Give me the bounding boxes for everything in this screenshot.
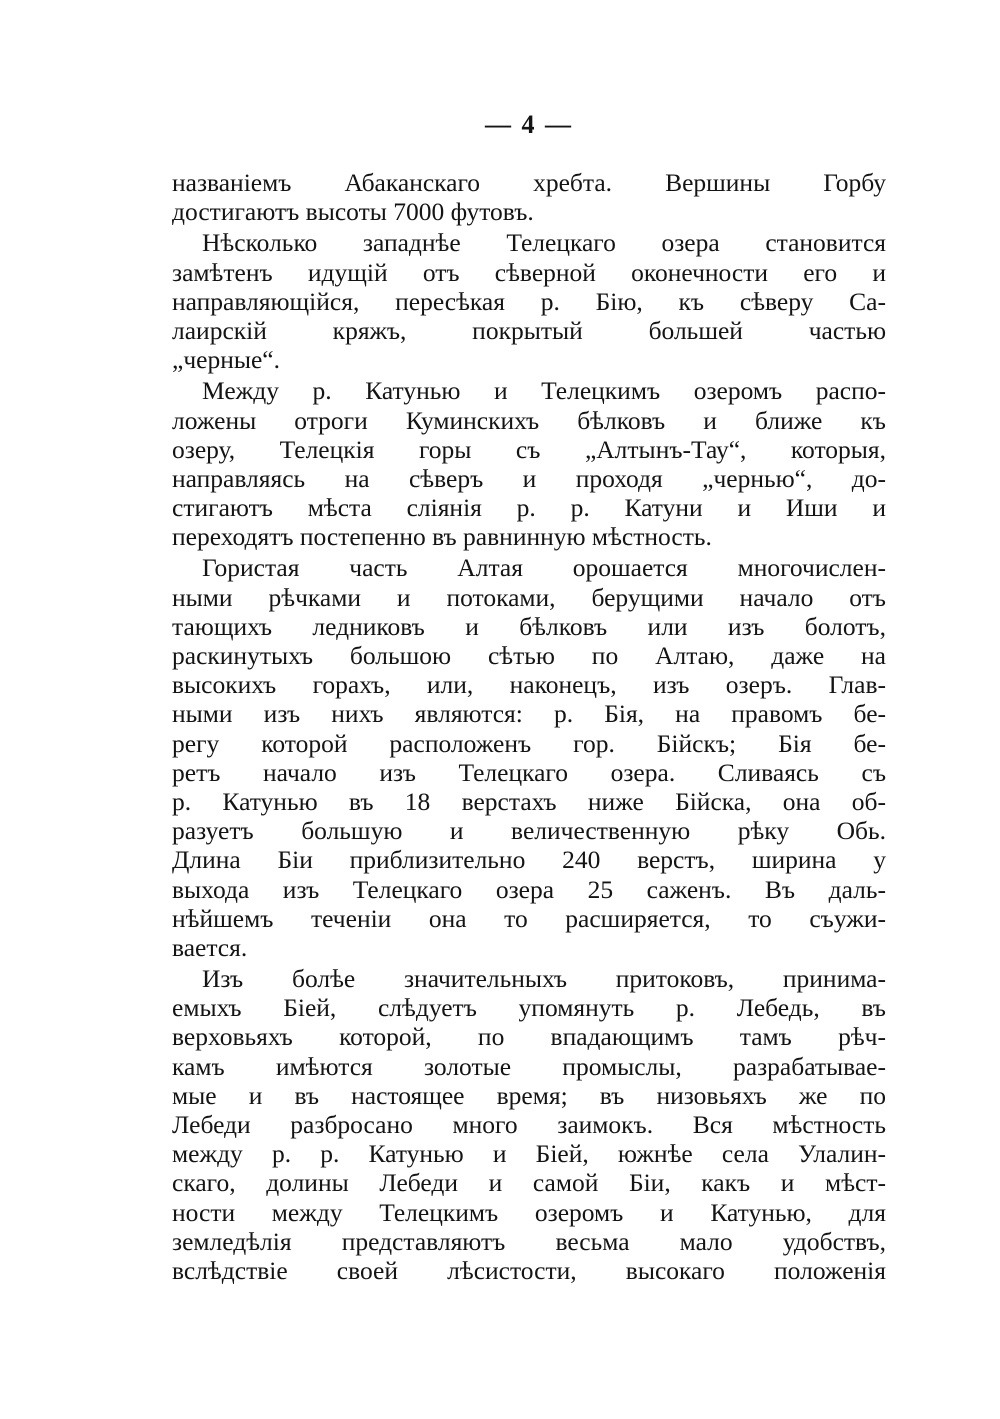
text-line: высокихъ горахъ, или, наконецъ, изъ озеръ. Глав- (172, 670, 886, 700)
text-line: раскинутыхъ большою сѣтью по Алтаю, даже на (172, 641, 886, 670)
page-number: — 4 — (485, 110, 573, 139)
text-line: замѣтенъ идущій отъ сѣверной оконечности его и (172, 257, 886, 287)
text-line: переходятъ постепенно въ равнинную мѣстность. (172, 522, 712, 552)
text-line: названіемъ Абаканскаго хребта. Вершины Горбу (172, 168, 886, 197)
text-line: Изъ болѣе значительныхъ притоковъ, принима- (202, 964, 886, 994)
text-line: озеру, Телецкія горы съ „Алтынъ-Тау“, которыя, (172, 434, 886, 464)
text-line: направляющійся, пересѣкая р. Бію, къ сѣверу Са- (172, 286, 886, 316)
text-line: Лебеди разбросано много заимокъ. Вся мѣстность (172, 1110, 886, 1139)
text-line: мые и въ настоящее время; въ низовьяхъ же по (172, 1080, 886, 1110)
paragraph-4 (172, 553, 886, 962)
text-line: тающихъ ледниковъ и бѣлковъ или изъ болотъ, (172, 611, 886, 641)
book-page (172, 110, 886, 1287)
text-line: стигаютъ мѣста сліянія р. р. Катуни и Иши и (172, 493, 886, 523)
text-line: р. Катунью въ 18 верстахъ ниже Бійска, она об- (172, 786, 886, 816)
text-line: вается. (172, 932, 248, 962)
text-line: Гористая часть Алтая орошается многочислен- (202, 553, 886, 583)
paragraph-2 (172, 228, 886, 374)
text-line: нѣйшемъ теченіи она то расширяется, то съужи- (172, 903, 886, 933)
text-line: ности между Телецкимъ озеромъ и Катунью, для (172, 1197, 886, 1227)
text-line: верховьяхъ которой, по впадающимъ тамъ рѣч- (172, 1022, 886, 1052)
text-line: регу которой расположенъ гор. Бійскъ; Бія бе- (172, 728, 886, 758)
text-line: „черные“. (172, 345, 281, 375)
text-line: вслѣдствіе своей лѣсистости, высокаго положенія (172, 1255, 886, 1285)
text-line: между р. р. Катунью и Біей, южнѣе села Улалин- (172, 1139, 886, 1169)
text-line: ными изъ нихъ являются: р. Бія, на правомъ бе- (172, 699, 886, 729)
paragraph-1 (172, 168, 886, 226)
text-line: разуетъ большую и величественную рѣку Обь. (172, 816, 886, 846)
text-line: камъ имѣются золотые промыслы, разрабатывае- (172, 1051, 886, 1081)
text-line: емыхъ Біей, слѣдуетъ упомянуть р. Лебедь, въ (172, 993, 886, 1023)
text-line: выхода изъ Телецкаго озера 25 саженъ. Въ даль- (172, 874, 886, 904)
text-line: направляясь на сѣверъ и проходя „чернью“, до- (172, 463, 886, 493)
text-line: достигаютъ высоты 7000 футовъ. (172, 197, 534, 227)
text-line: лаирскій кряжъ, покрытый большей частью (172, 315, 886, 345)
text-line: Длина Біи приблизительно 240 верстъ, ширина у (172, 845, 886, 875)
paragraph-5 (172, 964, 886, 1285)
text-line: земледѣлія представляютъ весьма мало удобствъ, (172, 1226, 886, 1256)
text-line: ложены отроги Куминскихъ бѣлковъ и ближе къ (172, 405, 886, 435)
text-line: ными рѣчками и потоками, берущими начало отъ (172, 582, 886, 612)
text-line: Нѣсколько западнѣе Телецкаго озера становится (202, 228, 886, 258)
text-line: ретъ начало изъ Телецкаго озера. Сливаясь съ (172, 757, 886, 787)
paragraph-3 (172, 376, 886, 551)
text-line: скаго, долины Лебеди и самой Біи, какъ и мѣст- (172, 1168, 886, 1198)
text-line: Между р. Катунью и Телецкимъ озеромъ распо- (202, 376, 886, 406)
